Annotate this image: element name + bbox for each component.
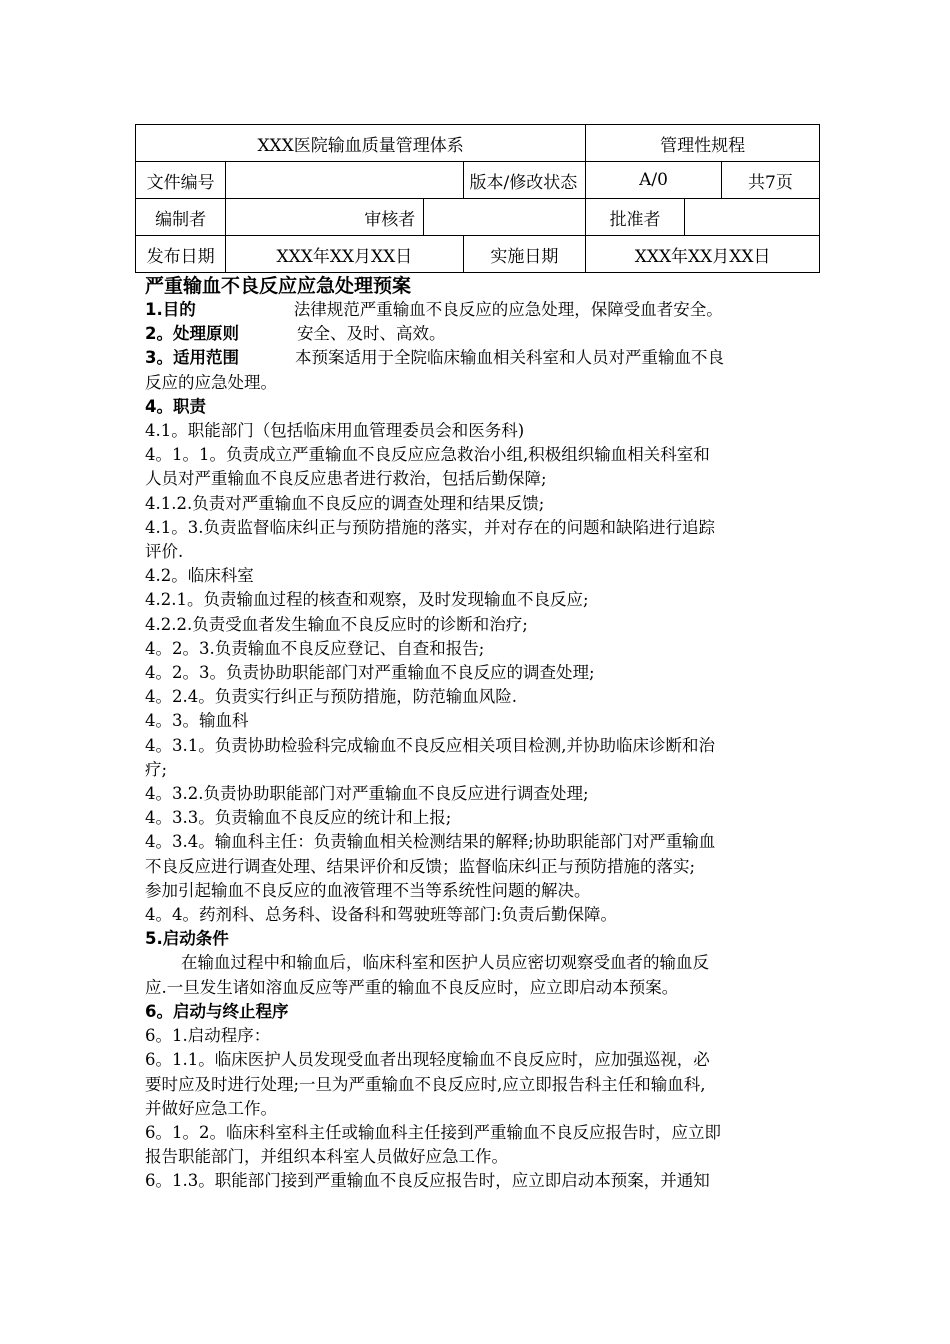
doc-no-label: 文件编号 xyxy=(136,162,226,199)
item-4-1-3: 4.1。3.负责监督临床纠正与预防措施的落实，并对存在的问题和缺陷进行追踪 xyxy=(145,517,715,537)
doc-no-value xyxy=(226,162,463,199)
item-6-1-1-cont: 要时应及时进行处理;一旦为严重输血不良反应时,应立即报告科主任和输血科, xyxy=(145,1074,706,1094)
item-4-2-2: 4.2.2.负责受血者发生输血不良反应时的诊断和治疗; xyxy=(145,614,528,634)
item-4-1-2: 4.1.2.负责对严重输血不良反应的调查处理和结果反馈; xyxy=(145,493,545,513)
reviewer-label: 审核者 xyxy=(226,199,424,236)
author-label: 编制者 xyxy=(136,199,226,236)
page-count: 共7页 xyxy=(721,162,819,199)
section-5-text-a: 在输血过程中和输血后，临床科室和医护人员应密切观察受血者的输血反 xyxy=(181,953,709,973)
section-2-text: 安全、及时、高效。 xyxy=(296,324,446,344)
item-4-3: 4。3。输血科 xyxy=(145,711,249,731)
item-4-2-3: 4。2。3.负责输血不良反应登记、自查和报告; xyxy=(145,638,485,658)
item-4-3-1-cont: 疗; xyxy=(145,759,168,779)
section-5-text xyxy=(145,951,820,975)
item-4-3-4-cont2: 参加引起输血不良反应的血液管理不当等系统性问题的解决。 xyxy=(145,880,591,900)
header-row-4 xyxy=(136,236,820,273)
publish-date-value: XXX年XX月XX日 xyxy=(226,236,463,273)
section-1 xyxy=(145,298,820,322)
item-4-3-1: 4。3.1。负责协助检验科完成输血不良反应相关项目检测,并协助临床诊断和治 xyxy=(145,735,715,755)
version-value: A/0 xyxy=(586,162,722,199)
item-6-1-2-cont: 报告职能部门，并组织本科室人员做好应急工作。 xyxy=(145,1147,508,1167)
header-row-2 xyxy=(136,162,820,199)
section-1-text: 法律规范严重输血不良反应的应急处理，保障受血者安全。 xyxy=(293,300,723,319)
item-6-1: 6。1.启动程序： xyxy=(145,1026,271,1046)
document-title: 严重输血不良反应应急处理预案 xyxy=(145,275,412,297)
section-3-heading: 3。适用范围 xyxy=(145,348,239,368)
section-6-heading: 6。启动与终止程序 xyxy=(145,1001,289,1021)
item-4-2: 4.2。临床科室 xyxy=(145,566,254,586)
item-6-1-1-cont2: 并做好应急工作。 xyxy=(145,1098,277,1118)
version-label: 版本/修改状态 xyxy=(463,162,586,199)
header-row-3 xyxy=(136,199,820,236)
item-6-1-3: 6。1.3。职能部门接到严重输血不良反应报告时，应立即启动本预案，并通知 xyxy=(145,1171,710,1191)
item-6-1-1: 6。1.1。临床医护人员发现受血者出现轻度输血不良反应时，应加强巡视，必 xyxy=(145,1050,710,1070)
section-5-heading: 5.启动条件 xyxy=(145,929,229,949)
item-6-1-2: 6。1。2。临床科室科主任或输血科主任接到严重输血不良反应报告时，应立即 xyxy=(145,1122,721,1142)
header-row-1 xyxy=(136,125,820,162)
section-2 xyxy=(145,322,820,346)
document-body xyxy=(145,274,820,1194)
section-3 xyxy=(145,346,820,370)
section-5-text-cont: 应.一旦发生诸如溶血反应等严重的输血不良反应时，应立即启动本预案。 xyxy=(145,977,679,997)
item-4-2-3b: 4。2。3。负责协助职能部门对严重输血不良反应的调查处理; xyxy=(145,663,595,683)
section-3-text: 本预案适用于全院临床输血相关科室和人员对严重输血不良 xyxy=(294,348,724,368)
quality-system-cell: XXX医院输血质量管理体系 xyxy=(136,125,586,162)
item-4-1-1-cont: 人员对严重输血不良反应患者进行救治，包括后勤保障; xyxy=(145,469,547,489)
reviewer-value xyxy=(424,199,586,236)
item-4-1-3-cont: 评价. xyxy=(145,542,184,562)
procedure-type-cell: 管理性规程 xyxy=(586,125,820,162)
item-4-4: 4。4。药剂科、总务科、设备科和驾驶班等部门:负责后勤保障。 xyxy=(145,905,618,925)
section-3-cont: 反应的应急处理。 xyxy=(145,372,277,392)
item-4-1: 4.1。职能部门（包括临床用血管理委员会和医务科) xyxy=(145,421,525,441)
approver-value xyxy=(684,199,819,236)
item-4-3-4-cont: 不良反应进行调查处理、结果评价和反馈；监督临床纠正与预防措施的落实; xyxy=(145,856,696,876)
section-2-heading: 2。处理原则 xyxy=(145,324,239,344)
item-4-2-1: 4.2.1。负责输血过程的核查和观察，及时发现输血不良反应; xyxy=(145,590,589,610)
publish-date-label: 发布日期 xyxy=(136,236,226,273)
approver-label: 批准者 xyxy=(586,199,685,236)
item-4-3-4: 4。3.4。输血科主任：负责输血相关检测结果的解释;协助职能部门对严重输血 xyxy=(145,832,716,852)
document-header-table xyxy=(135,124,820,273)
effective-date-label: 实施日期 xyxy=(463,236,586,273)
section-4-heading: 4。职责 xyxy=(145,396,206,416)
item-4-1-1: 4。1。1。负责成立严重输血不良反应应急救治小组,积极组织输血相关科室和 xyxy=(145,445,710,465)
effective-date-value: XXX年XX月XX日 xyxy=(586,236,820,273)
item-4-2-4: 4。2.4。负责实行纠正与预防措施，防范输血风险. xyxy=(145,687,517,707)
item-4-3-3: 4。3.3。负责输血不良反应的统计和上报; xyxy=(145,808,452,828)
section-1-heading: 1.目的 xyxy=(145,300,196,319)
item-4-3-2: 4。3.2.负责协助职能部门对严重输血不良反应进行调查处理; xyxy=(145,784,589,804)
